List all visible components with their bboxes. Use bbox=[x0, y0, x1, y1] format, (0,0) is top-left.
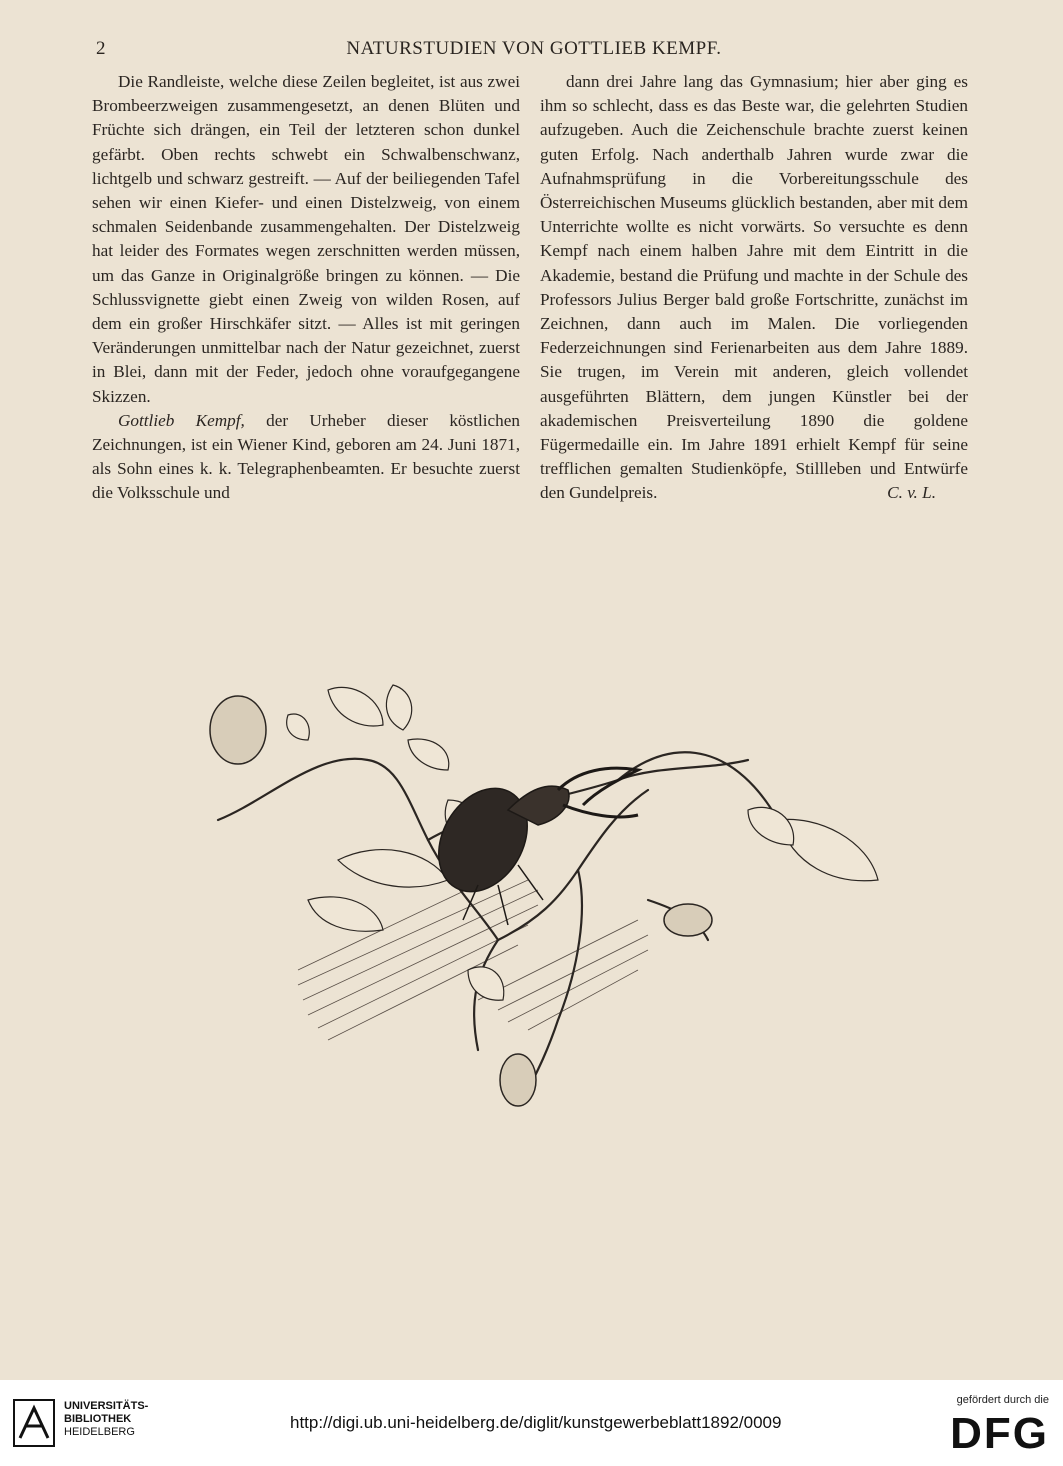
stag-beetle-rose-branch-illustration bbox=[178, 670, 898, 1120]
running-title: NATURSTUDIEN VON GOTTLIEB KEMPF. bbox=[346, 38, 722, 59]
left-paragraph-2-text: der Urheber dieser köstlichen Zeichnungen, ist ein Wiener Kind, geboren am 24. Juni 1871, als Sohn eines k. k. Telegraphenbeamten. Er besuchte zuerst die Volksschule und bbox=[92, 410, 520, 503]
source-url-link[interactable]: http://digi.ub.uni-heidelberg.de/diglit/kunstgewerbeblatt1892/0009 bbox=[290, 1413, 782, 1432]
page-number: 2 bbox=[96, 38, 106, 59]
rose-hips bbox=[210, 696, 712, 1106]
right-text-column bbox=[540, 70, 968, 506]
rose-leaves bbox=[287, 685, 878, 1000]
stag-beetle bbox=[421, 768, 638, 925]
left-paragraph-1: Die Randleiste, welche diese Zeilen begleitet, ist aus zwei Brombeerzweigen zusammengesetzt, an denen Blüten und Früchte sich drängen, ein Teil der letzteren schon dunkel gefärbt. Oben rechts schwebt ein Schwalbenschwanz, lichtgelb und schwarz gestreift. — Auf der beiliegenden Tafel sehen wir einen Kiefer- und einen Distelzweig, von einem schmalen Seidenbande zusammengehalten. Der Distelzweig hat leider des Formates wegen zerschnitten werden müssen, um das Ganze in Originalgröße bringen zu können. — Die Schlussvignette giebt einen Zweig von wilden Rosen, auf dem ein großer Hirschkäfer sitzt. — Alles ist mit geringen Veränderungen unmittelbar nach der Natur gezeichnet, zuerst in Blei, dann mit der Feder, jedoch ohne voraufgegangene Skizzen. bbox=[92, 72, 520, 406]
library-logo-icon bbox=[12, 1398, 56, 1448]
left-text-column bbox=[92, 70, 520, 506]
funder-note: gefördert durch die bbox=[956, 1394, 1049, 1406]
page-header bbox=[96, 38, 972, 62]
library-name-line-1: UNIVERSITÄTS- bbox=[64, 1400, 149, 1412]
footer-bar bbox=[0, 1380, 1063, 1466]
right-paragraph-1 bbox=[540, 70, 968, 506]
right-paragraph-1-text: dann drei Jahre lang das Gymnasium; hier aber ging es ihm so schlecht, dass es das Beste war, die gelehrten Studien aufzugeben. Auch die Zeichenschule brachte zuerst keinen guten Erfolg. Nach anderthalb Jahren wurde zwar die Aufnahmsprüfung in die Vorbereitungsschule des Österreichischen Museums glücklich bestanden, aber mit dem Unterrichte wollte es nicht vorwärts. So versuchte es denn Kempf nach einem halben Jahre mit dem Eintritt in die Akademie, bestand die Prüfung und machte in der Schule des Professors Julius Berger bald große Fortschritte, zunächst im Zeichnen, dann auch im Malen. Die vorliegenden Federzeichnungen sind Ferienarbeiten aus dem Jahre 1889. Sie trugen, im Verein mit anderen, gleich vollendet ausgeführten Blättern, dem jungen Künstler bei der akademischen Preisverteilung 1890 die goldene Fügermedaille ein. Im Jahre 1891 erhielt Kempf für seine trefflichen gemalten Studienköpfe, Stillleben und Entwürfe den Gundelpreis. bbox=[540, 72, 968, 503]
library-name bbox=[64, 1400, 148, 1439]
dfg-logo: DFG bbox=[950, 1409, 1049, 1458]
artist-name: Gottlieb Kempf, bbox=[118, 410, 245, 430]
left-paragraph-2 bbox=[92, 409, 520, 506]
library-name-line-3: HEIDELBERG bbox=[64, 1426, 135, 1438]
library-name-line-2: BIBLIOTHEK bbox=[64, 1413, 132, 1425]
author-signature: C. v. L. bbox=[887, 483, 936, 503]
